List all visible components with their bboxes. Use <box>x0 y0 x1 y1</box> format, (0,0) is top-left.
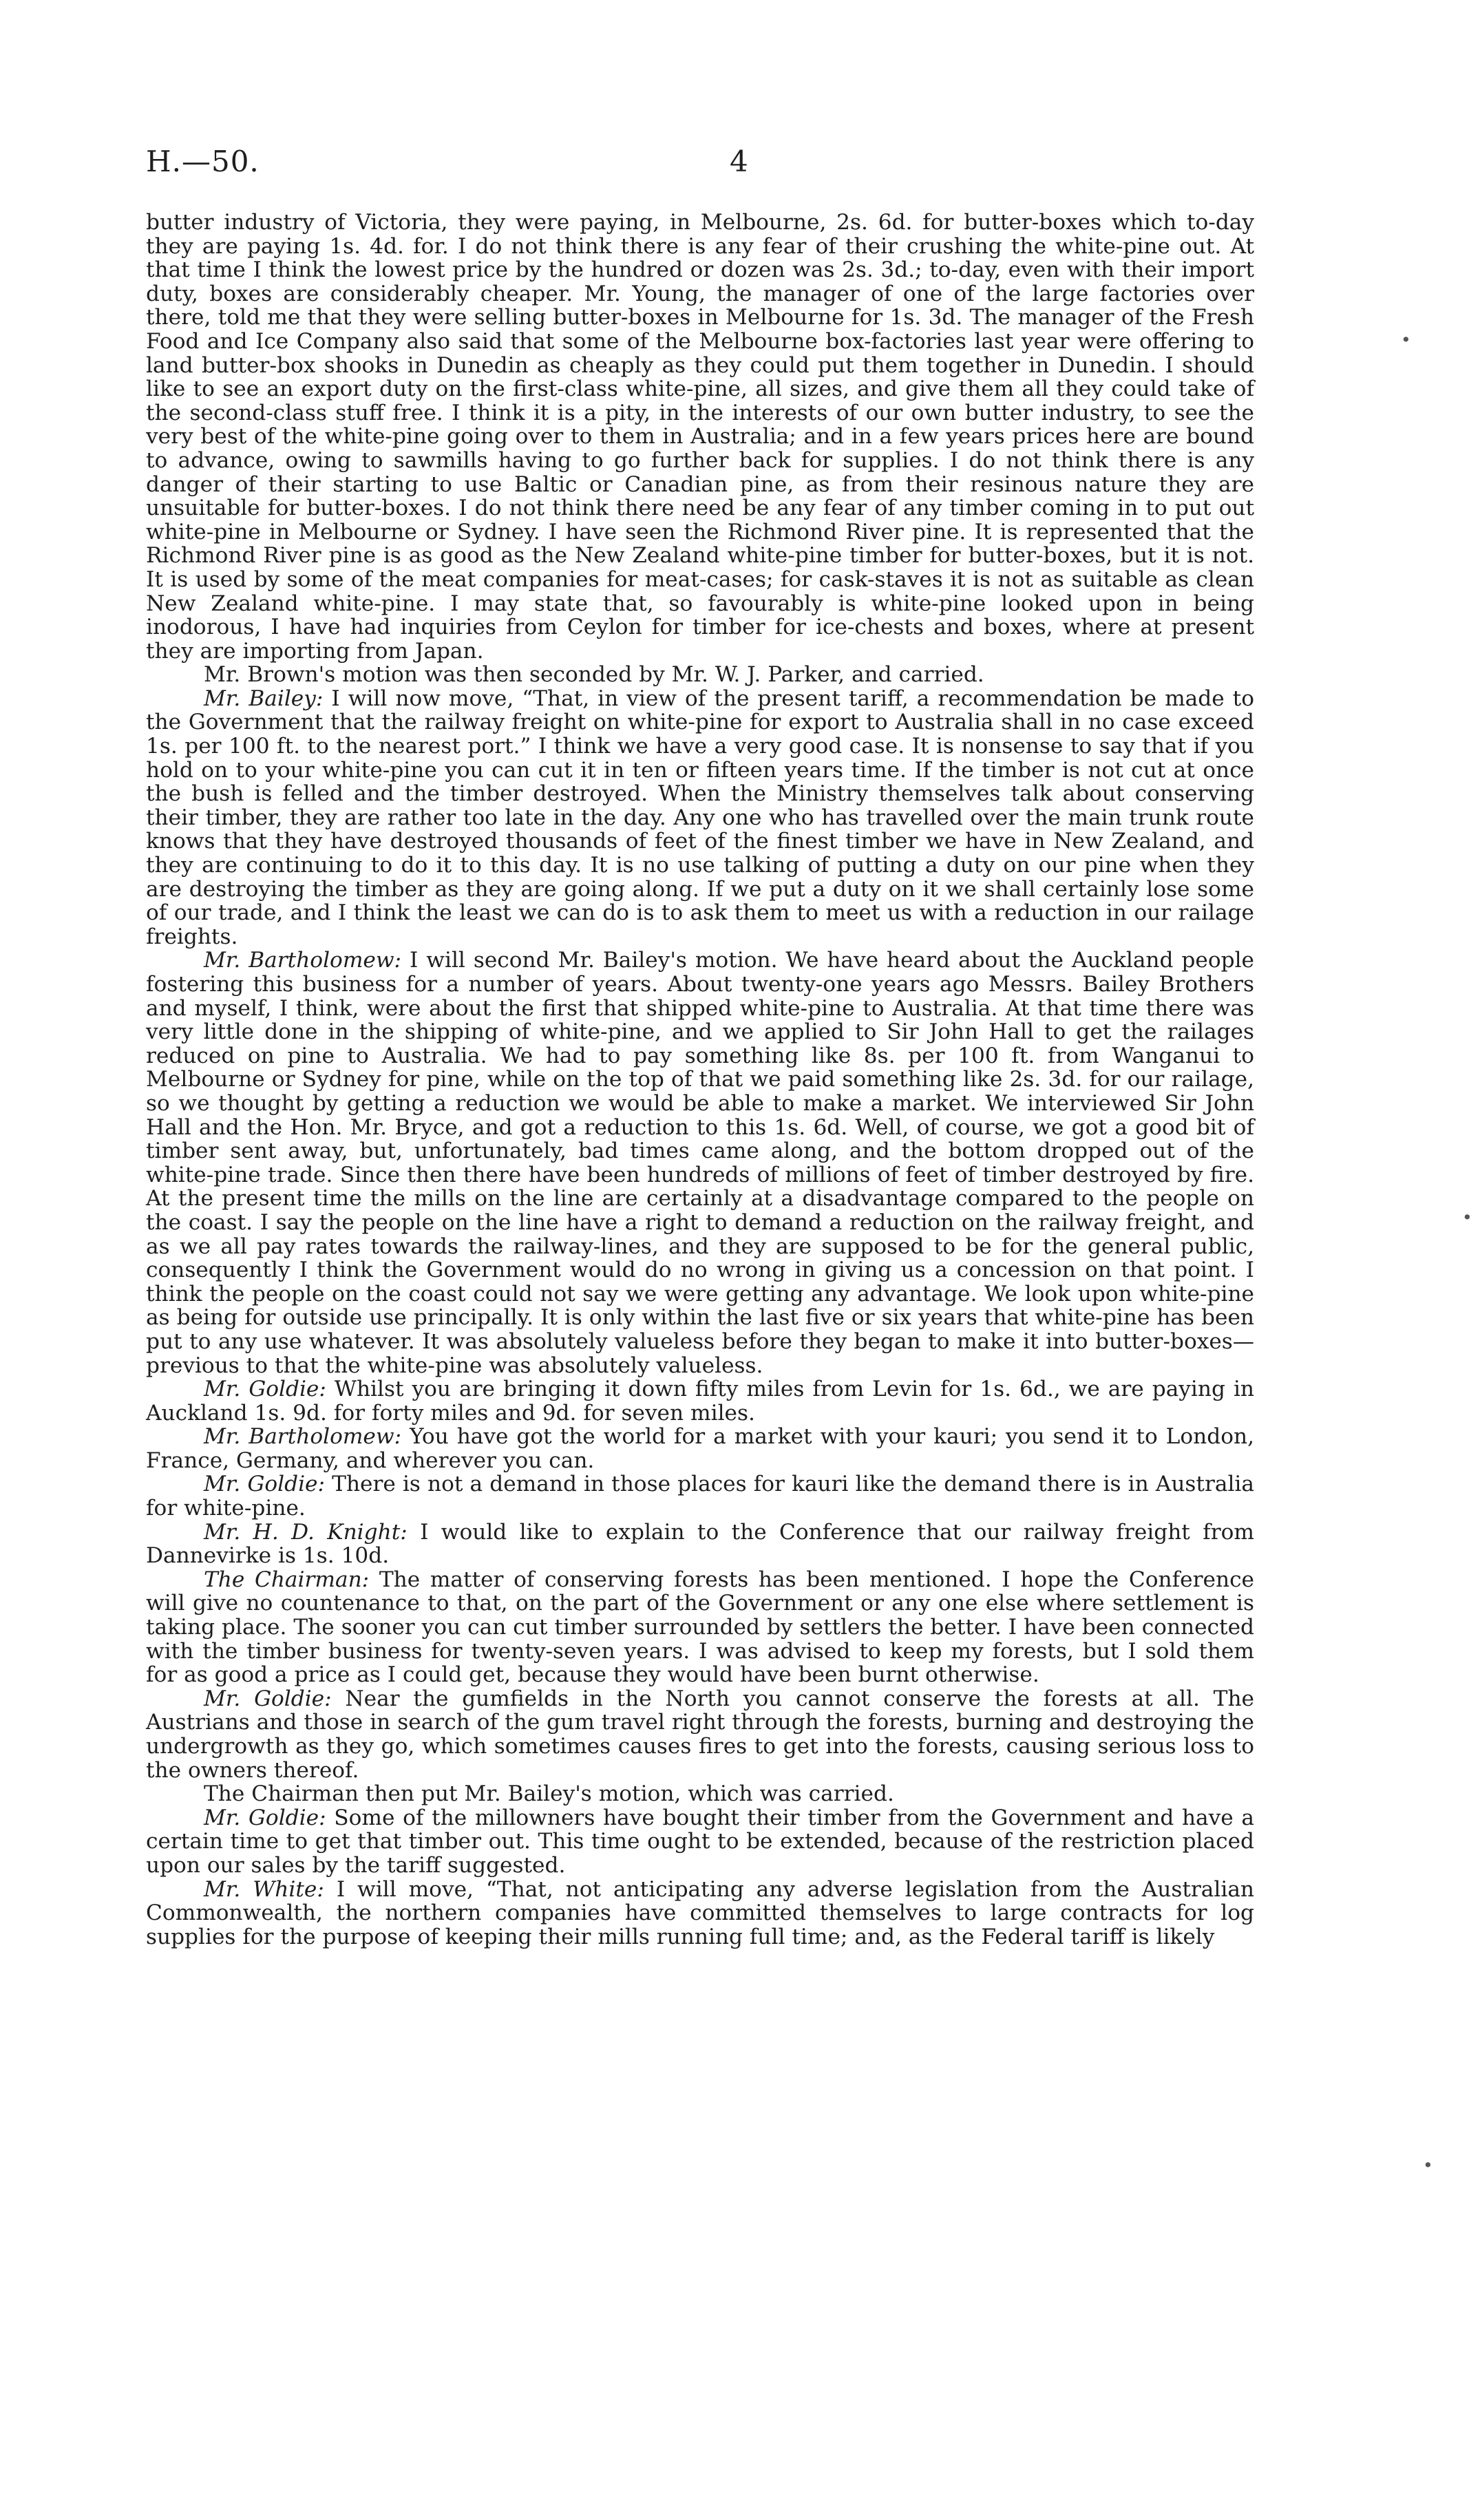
paragraph <box>146 1782 1254 1806</box>
paragraph <box>146 1377 1254 1425</box>
paragraph-text: The Chairman then put Mr. Bailey's motion, which was carried. <box>204 1781 894 1807</box>
paragraph <box>146 1806 1254 1878</box>
speaker-name: Mr. Goldie: <box>204 1472 326 1497</box>
speaker-name: Mr. White: <box>204 1876 324 1902</box>
paragraph-text: Some of the millowners have bought their timber from the Government and have a certain time to get that timber out. This time ought to be extended, because of the restriction placed upon our sales by the tariff suggested. <box>146 1805 1254 1878</box>
speaker-name: Mr. Goldie: <box>204 1686 332 1711</box>
page-number: 4 <box>730 145 748 178</box>
paragraph <box>146 1568 1254 1687</box>
paragraph-text: I will move, “That, not anticipating any adverse legislation from the Australian Commonwealth, the northern companies have committed themselves to large contracts for log supplies for the purpose of keeping their mills running full time; and, as the Federal tariff is likely <box>146 1876 1255 1949</box>
speaker-name: Mr. Bartholomew: <box>204 948 402 973</box>
paragraph <box>146 1687 1254 1782</box>
paragraph <box>146 211 1254 663</box>
running-header <box>0 145 1480 193</box>
paragraph <box>146 663 1254 687</box>
paragraph-text: Mr. Brown's motion was then seconded by Mr. W. J. Parker, and carried. <box>204 662 984 688</box>
speaker-name: The Chairman: <box>204 1567 370 1592</box>
paragraph-text: There is not a demand in those places for kauri like the demand there is in Australia for white-pine. <box>146 1472 1254 1521</box>
scan-speck: ∙ <box>1424 2154 1433 2175</box>
paragraph <box>146 1425 1254 1472</box>
speaker-name: Mr. Goldie: <box>204 1377 326 1402</box>
paragraph-text: The matter of conserving forests has been mentioned. I hope the Conference will give no countenance to that, on the part of the Government or any one else where settlement is taking place. The sooner you can cut timber surrounded by settlers the better. I have been connected with the timber business for twenty-seven years. I was advised to keep my forests, but I sold them for as good a price as I could get, because they would have been burnt otherwise. <box>146 1567 1254 1688</box>
paragraph <box>146 1878 1254 1949</box>
paragraph <box>146 1472 1254 1520</box>
document-reference: H.—50. <box>146 145 260 178</box>
speaker-name: Mr. Bailey: <box>204 686 324 711</box>
paragraph-text: Whilst you are bringing it down fifty miles from Levin for 1s. 6d., we are paying in Auckland 1s. 9d. for forty miles and 9d. for seven miles. <box>146 1377 1255 1426</box>
paragraph-text: You have got the world for a market with your kauri; you send it to London, France, Germany, and wherever you can. <box>146 1424 1254 1473</box>
speaker-name: Mr. Bartholomew: <box>204 1424 402 1450</box>
paragraph-text: Near the gumfields in the North you cannot conserve the forests at all. The Austrians and those in search of the gum travel right through the forests, burning and destroying the undergrowth as they go, which sometimes causes fires to get into the forests, causing serious loss to the owners thereof. <box>146 1686 1254 1783</box>
paragraph-text: butter industry of Victoria, they were paying, in Melbourne, 2s. 6d. for butter-boxes which to-day they are paying 1s. 4d. for. I do not think there is any fear of their crushing the white-pine out. At that time I think the lowest price by the hundred or dozen was 2s. 3d.; to-day, even with their import duty, boxes are considerably cheaper. Mr. Young, the manager of one of the large factories over there, told me that they were selling butter-boxes in Melbourne for 1s. 3d. The manager of the Fresh Food and Ice Company also said that some of the Melbourne box-factories last year were offering to land butter-box shooks in Dunedin as cheaply as they could put them together in Dunedin. I should like to see an export duty on the first-class white-pine, all sizes, and give them all they could take of the second-class stuff free. I think it is a pity, in the interests of our own butter industry, to see the very best of the white-pine going over to them in Australia; and in a few years prices here are bound to advance, owing to sawmills having to go further back for supplies. I do not think there is any danger of their starting to use Baltic or Canadian pine, as from their resinous nature they are unsuitable for butter-boxes. I do not think there need be any fear of any timber coming in to put out white-pine in Melbourne or Sydney. I have seen the Richmond River pine. It is represented that the Richmond River pine is as good as the New Zealand white-pine timber for butter-boxes, but it is not. It is used by some of the meat companies for meat-cases; for cask-staves it is not as suitable as clean New Zealand white-pine. I may state that, so favourably is white-pine looked upon in being inodorous, I have had inquiries from Ceylon for timber for ice-chests and boxes, where at present they are importing from Japan. <box>146 210 1254 664</box>
speaker-name: Mr. Goldie: <box>204 1805 326 1830</box>
paragraph <box>146 1521 1254 1568</box>
paragraph-text: I will second Mr. Bailey's motion. We have heard about the Auckland people fostering this business for a number of years. About twenty-one years ago Messrs. Bailey Brothers and myself, I think, were about the first that shipped white-pine to Australia. At that time there was very little done in the shipping of white-pine, and we applied to Sir John Hall to get the railages reduced on pine to Australia. We had to pay something like 8s. per 100 ft. from Wanganui to Melbourne or Sydney for pine, while on the top of that we paid something like 2s. 3d. for our railage, so we thought by getting a reduction we would be able to make a market. We interviewed Sir John Hall and the Hon. Mr. Bryce, and got a reduction to this 1s. 6d. Well, of course, we got a good bit of timber sent away, but, unfortunately, bad times came along, and the bottom dropped out of the white-pine trade. Since then there have been hundreds of millions of feet of timber destroyed by fire. At the present time the mills on the line are certainly at a disadvantage compared to the people on the coast. I say the people on the line have a right to demand a reduction on the railway freight, and as we all pay rates towards the railway-lines, and they are supposed to be for the general public, consequently I think the Government would do no wrong in giving us a concession on that point. I think the people on the coast could not say we were getting any advantage. We look upon white-pine as being for outside use principally. It is only within the last five or six years that white-pine has been put to any use whatever. It was absolutely valueless before they began to make it into butter-boxes—previous to that the white-pine was absolutely valueless. <box>146 948 1255 1378</box>
paragraph <box>146 949 1254 1377</box>
scan-speck: ∙ <box>1402 329 1410 350</box>
speaker-name: Mr. H. D. Knight: <box>204 1519 408 1545</box>
paragraph-text: I will now move, “That, in view of the present tariff, a recommendation be made to the Government that the railway freight on white-pine for export to Australia shall in no case exceed 1s. per 100 ft. to the nearest port.” I think we have a very good case. It is nonsense to say that if you hold on to your white-pine you can cut it in ten or fifteen years time. If the timber is not cut at once the bush is felled and the timber destroyed. When the Ministry themselves talk about conserving their timber, they are rather too late in the day. Any one who has travelled over the main trunk route knows that they have destroyed thousands of feet of the finest timber we have in New Zealand, and they are continuing to do it to this day. It is no use talking of putting a duty on our pine when they are destroying the timber as they are going along. If we put a duty on it we shall certainly lose some of our trade, and I think the least we can do is to ask them to meet us with a reduction in our railage freights. <box>146 686 1254 949</box>
paragraph-text: I would like to explain to the Conference that our railway freight from Dannevirke is 1s. 10d. <box>146 1519 1254 1569</box>
paragraph <box>146 687 1254 949</box>
page-body <box>146 211 1254 1949</box>
scan-speck: ∙ <box>1463 1207 1472 1227</box>
